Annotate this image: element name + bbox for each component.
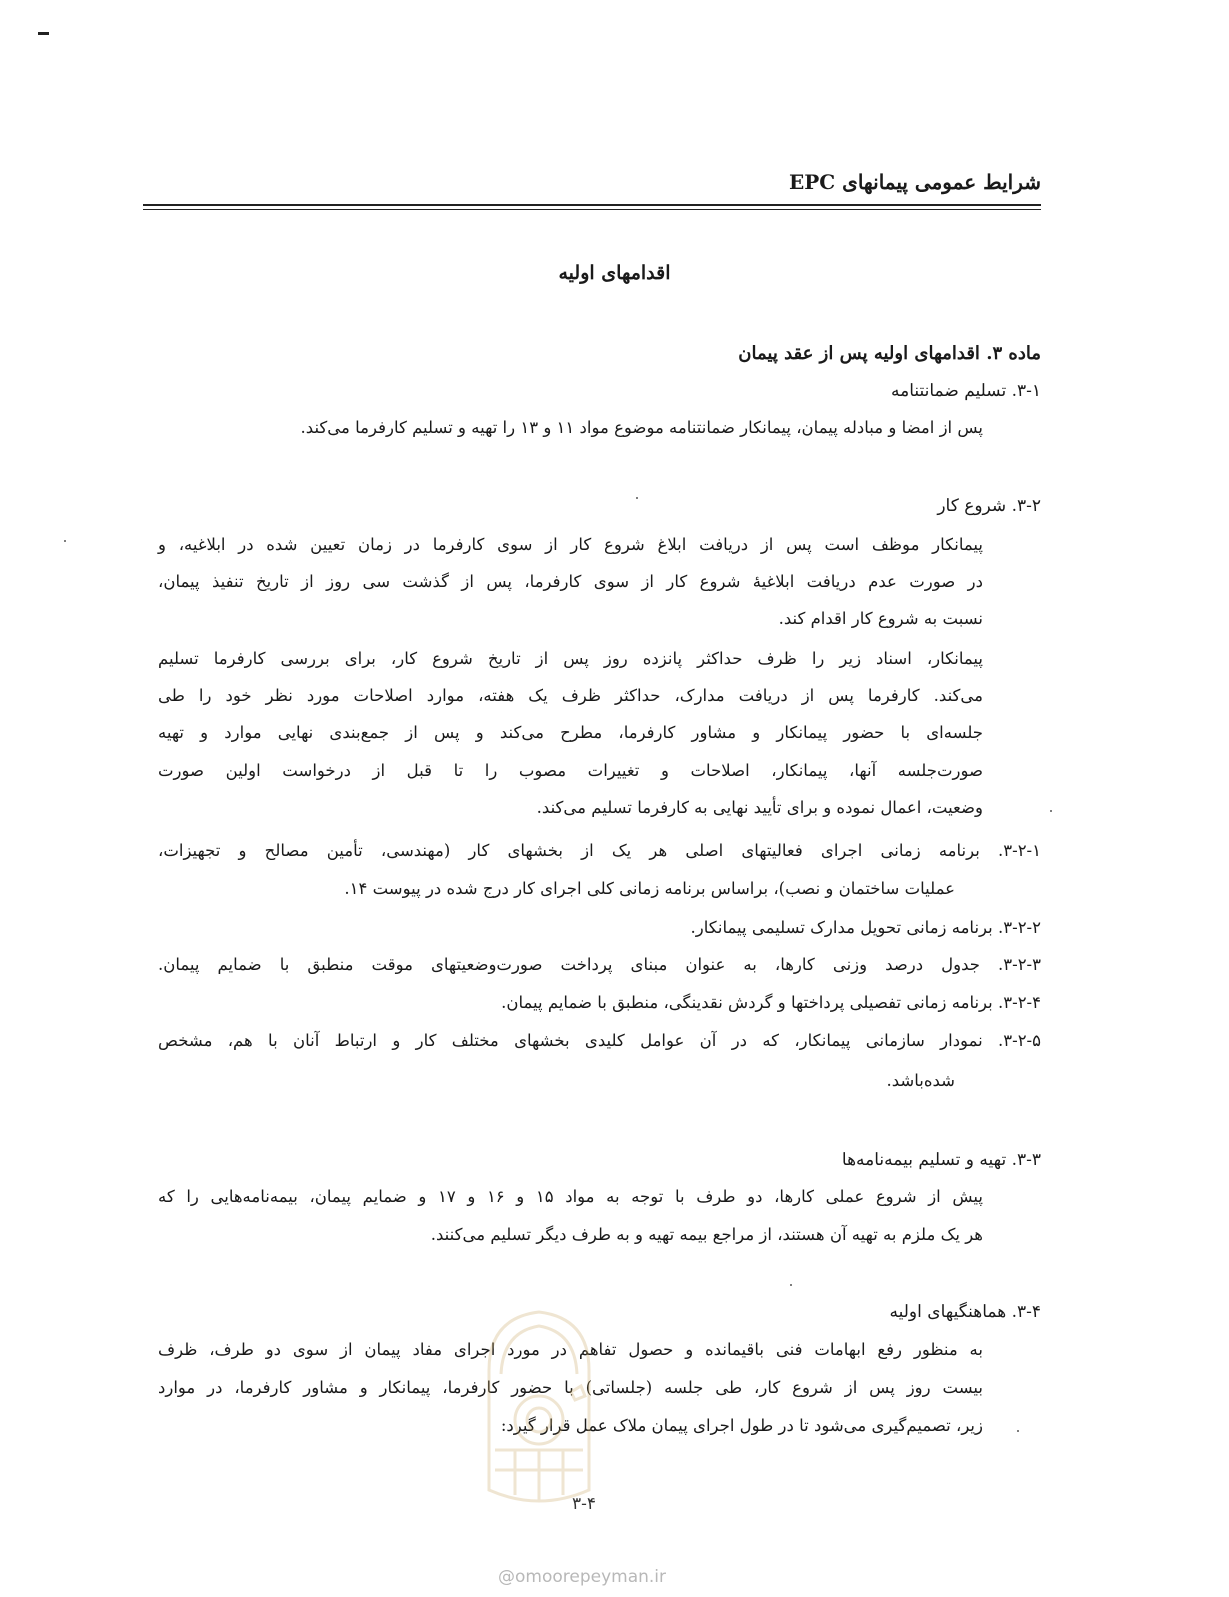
- paragraph-line: هر یک ملزم به تهیه آن هستند، از مراجع بیمه تهیه و به طرف دیگر تسلیم می‌کنند.: [430, 1225, 983, 1244]
- paragraph-line: پس از امضا و مبادله پیمان، پیمانکار ضمانتنامه موضوع مواد ۱۱ و ۱۳ را تهیه و تسلیم کارفرما می‌کند.: [300, 418, 983, 437]
- header-rule: [143, 204, 1041, 206]
- scan-speck: [790, 1284, 792, 1286]
- paragraph-line: بیست روز پس از شروع کار، طی جلسه (جلساتی) با حضور کارفرما، پیمانکار و مشاور کارفرما، در موارد: [158, 1378, 983, 1397]
- paragraph-line: صورت‌جلسه آنها، پیمانکار، اصلاحات و تغییرات مصوب را تا قبل از درخواست اولین صورت: [158, 761, 983, 780]
- page-number: ۳-۴: [572, 1494, 597, 1514]
- clause-heading-3-2: ۳-۲. شروع کار: [937, 496, 1041, 516]
- footer-site-link[interactable]: @omoorepeyman.ir: [498, 1567, 667, 1587]
- scan-speck: [64, 540, 66, 542]
- header-rule-thin: [143, 209, 1041, 210]
- paragraph-line: به منظور رفع ابهامات فنی باقیمانده و حصول تفاهم در مورد اجرای مفاد پیمان از سوی دو طرف، ظرف: [158, 1340, 983, 1359]
- list-item-3-2-4: ۳-۲-۴. برنامه زمانی تفصیلی پرداختها و گردش نقدینگی، منطبق با ضمایم پیمان.: [501, 993, 1041, 1012]
- list-item-3-2-5: ۳-۲-۵. نمودار سازمانی پیمانکار، که در آن عوامل کلیدی بخشهای مختلف کار و ارتباط آنان با هم، مشخص: [158, 1031, 1041, 1050]
- paragraph-line: پیمانکار موظف است پس از دریافت ابلاغ شروع کار از سوی کارفرما در زمان تعیین شده در ابلاغیه، و: [158, 535, 983, 554]
- scan-speck: [636, 497, 638, 499]
- section-title: اقدامهای اولیه: [558, 262, 671, 284]
- list-item-3-2-3: ۳-۲-۳. جدول درصد وزنی کارها، به عنوان مبنای پرداخت صورت‌وضعیتهای موقت منطبق با ضمایم پیمان.: [158, 955, 1041, 974]
- list-item-continuation: عملیات ساختمان و نصب)، براساس برنامه زمانی کلی اجرای کار درج شده در پیوست ۱۴.: [344, 879, 955, 898]
- scan-speck: [1050, 810, 1052, 812]
- article-title: ماده ۳. اقدامهای اولیه پس از عقد پیمان: [738, 343, 1041, 364]
- clause-heading-3-3: ۳-۳. تهیه و تسلیم بیمه‌نامه‌ها: [841, 1150, 1041, 1170]
- paragraph-line: پیمانکار، اسناد زیر را ظرف حداکثر پانزده روز پس از تاریخ شروع کار، برای بررسی کارفرما تسلیم: [158, 649, 983, 668]
- clause-heading-3-1: ۳-۱. تسلیم ضمانتنامه: [890, 381, 1041, 401]
- clause-heading-3-4: ۳-۴. هماهنگیهای اولیه: [889, 1302, 1041, 1322]
- watermark-seal-icon: [475, 1300, 603, 1520]
- running-header: شرایط عمومی پیمانهای EPC: [789, 170, 1041, 194]
- scan-speck: [1017, 1430, 1019, 1432]
- paragraph-line: زیر، تصمیم‌گیری می‌شود تا در طول اجرای پیمان ملاک عمل قرار گیرد:: [500, 1416, 983, 1435]
- paragraph-line: جلسه‌ای با حضور پیمانکار و مشاور کارفرما، مطرح می‌کند و پس از جمع‌بندی نهایی موارد و تهیه: [158, 723, 983, 742]
- list-item-continuation: شده‌باشد.: [886, 1071, 955, 1090]
- list-item-3-2-1: ۳-۲-۱. برنامه زمانی اجرای فعالیتهای اصلی هر یک از بخشهای کار (مهندسی، تأمین مصالح و تجهیزات،: [158, 841, 1041, 860]
- paragraph-line: پیش از شروع عملی کارها، دو طرف با توجه به مواد ۱۵ و ۱۶ و ۱۷ و ضمایم پیمان، بیمه‌نامه‌هایی را که: [158, 1187, 983, 1206]
- list-item-3-2-2: ۳-۲-۲. برنامه زمانی تحویل مدارک تسلیمی پیمانکار.: [690, 918, 1041, 937]
- paragraph-line: می‌کند. کارفرما پس از دریافت مدارک، حداکثر ظرف یک هفته، موارد اصلاحات مورد نظر خود را طی: [158, 686, 983, 705]
- paragraph-line: نسبت به شروع کار اقدام کند.: [778, 609, 983, 628]
- paragraph-line: وضعیت، اعمال نموده و برای تأیید نهایی به کارفرما تسلیم می‌کند.: [536, 798, 983, 817]
- paragraph-line: در صورت عدم دریافت ابلاغیهٔ شروع کار از سوی کارفرما، پس از گذشت سی روز از تاریخ تنفیذ پیمان،: [158, 572, 983, 591]
- scan-mark: [38, 32, 49, 35]
